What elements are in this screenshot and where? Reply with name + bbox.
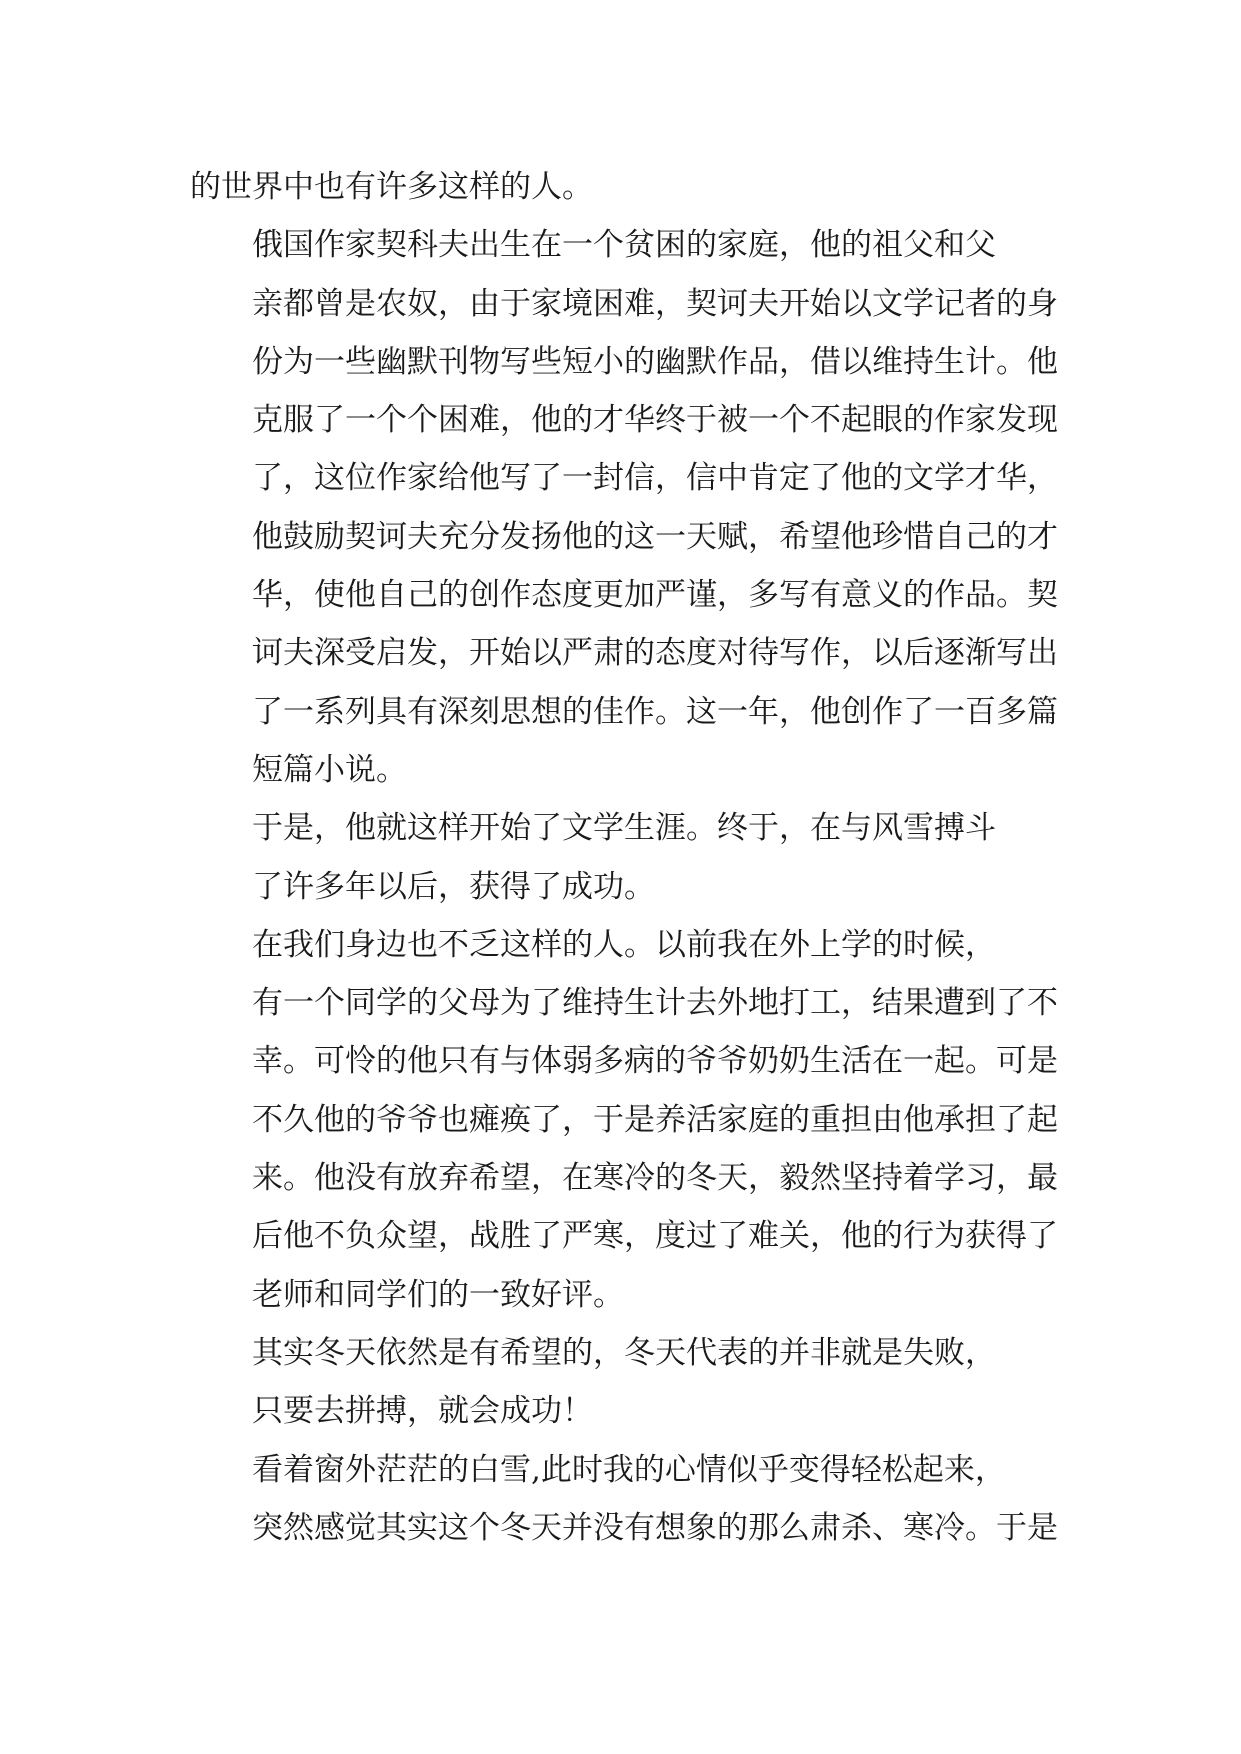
text-line: 份为一些幽默刊物写些短小的幽默作品，借以维持生计。他 (252, 343, 1058, 380)
paragraph-5 (190, 1324, 1060, 1441)
paragraph-1 (190, 158, 1060, 216)
text-line: 的世界中也有许多这样的人。 (190, 169, 593, 205)
text-line: 在我们身边也不乏这样的人。以前我在外上学的时候， (252, 926, 996, 963)
paragraph-4 (190, 916, 1060, 1324)
text-line: 不久他的爷爷也瘫痪了，于是养活家庭的重担由他承担了起 (252, 1101, 1058, 1138)
text-line: 只要去拼搏，就会成功！ (252, 1393, 593, 1430)
text-line: 短篇小说。 (252, 751, 407, 788)
text-line: 华，使他自己的创作态度更加严谨，多写有意义的作品。契 (252, 577, 1058, 614)
text-line: 突然感觉其实这个冬天并没有想象的那么肃杀、寒冷。于是 (252, 1509, 1058, 1546)
text-line: 诃夫深受启发，开始以严肃的态度对待写作，以后逐渐写出 (252, 635, 1058, 672)
text-line: 了一系列具有深刻思想的佳作。这一年，他创作了一百多篇 (252, 693, 1058, 730)
paragraph-3 (190, 799, 1060, 916)
document-body (190, 158, 1060, 1557)
text-line: 克服了一个个困难，他的才华终于被一个不起眼的作家发现 (252, 402, 1058, 439)
text-line: 有一个同学的父母为了维持生计去外地打工，结果遭到了不 (252, 985, 1058, 1022)
text-line: 后他不负众望，战胜了严寒，度过了难关，他的行为获得了 (252, 1218, 1058, 1255)
text-line: 看着窗外茫茫的白雪,此时我的心情似乎变得轻松起来， (252, 1451, 1006, 1488)
text-line: 他鼓励契诃夫充分发扬他的这一天赋，希望他珍惜自己的才 (252, 518, 1058, 555)
text-line: 幸。可怜的他只有与体弱多病的爷爷奶奶生活在一起。可是 (252, 1043, 1058, 1080)
text-line: 其实冬天依然是有希望的，冬天代表的并非就是失败， (252, 1334, 996, 1371)
text-line: 俄国作家契科夫出生在一个贫困的家庭，他的祖父和父 (252, 227, 996, 264)
text-line: 亲都曾是农奴，由于家境困难，契诃夫开始以文学记者的身 (252, 285, 1058, 322)
text-line: 老师和同学们的一致好评。 (252, 1276, 624, 1313)
text-line: 了许多年以后，获得了成功。 (252, 868, 655, 905)
paragraph-6 (190, 1441, 1060, 1558)
text-line: 来。他没有放弃希望，在寒冷的冬天，毅然坚持着学习，最 (252, 1160, 1058, 1197)
paragraph-2 (190, 216, 1060, 799)
text-line: 于是，他就这样开始了文学生涯。终于，在与风雪搏斗 (252, 810, 996, 847)
text-line: 了，这位作家给他写了一封信，信中肯定了他的文学才华， (252, 460, 1058, 497)
